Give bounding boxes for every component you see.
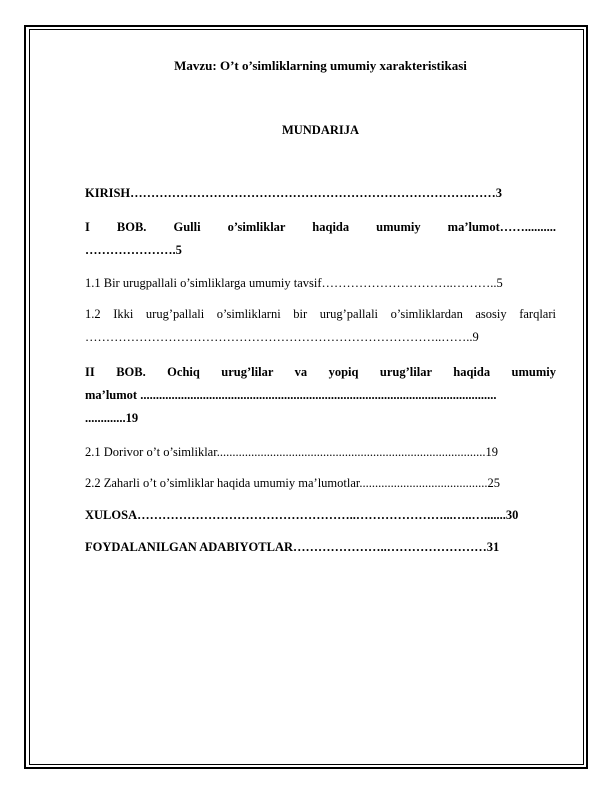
toc-entry-chapter-2-line-2: ma’lumot .................................................................................................................. [85,388,497,402]
toc-entry-chapter-2-line-3: .............19 [85,411,139,425]
toc-entry-chapter-2-line-1: II BOB. Ochiq urug’lilar va yopiq urug’lilar haqida umumiy [85,365,556,379]
toc-entry-chapter-1-line-1: I BOB. Gulli o’simliklar haqida umumiy ma’lumot…….......... [85,220,556,234]
toc-heading: MUNDARIJA [281,123,360,137]
toc-entry-2-2: 2.2 Zaharli o’t o’simliklar haqida umumiy ma’lumotlar.........................................25 [85,476,500,490]
toc-entry-foydalanilgan-adabiyotlar: FOYDALANILGAN ADABIYOTLAR…………………..……………………31 [85,540,500,554]
toc-entry-2-1: 2.1 Dorivor o’t o’simliklar......................................................................................19 [85,445,498,459]
toc-entry-1-1: 1.1 Bir urugpallali o’simliklarga umumiy tavsif…………………………..………..5 [85,276,503,290]
toc-entry-1-2-line-2: …………………………………………………………………………..……..9 [85,330,479,344]
toc-entry-1-2-line-1: 1.2 Ikki urug’pallali o’simliklarni bir urug’pallali o’simliklardan asosiy farqlari [85,307,556,321]
toc-entry-xulosa: XULOSA……………………………………………..…………………...…..….......30 [85,508,519,522]
document-title: Mavzu: O’t o’simliklarning umumiy xarakteristikasi [174,58,467,73]
toc-entry-chapter-1-line-2: ………………….5 [85,243,182,257]
toc-entry-kirish: KIRISH……………………………………………………………………….……3 [85,186,503,200]
